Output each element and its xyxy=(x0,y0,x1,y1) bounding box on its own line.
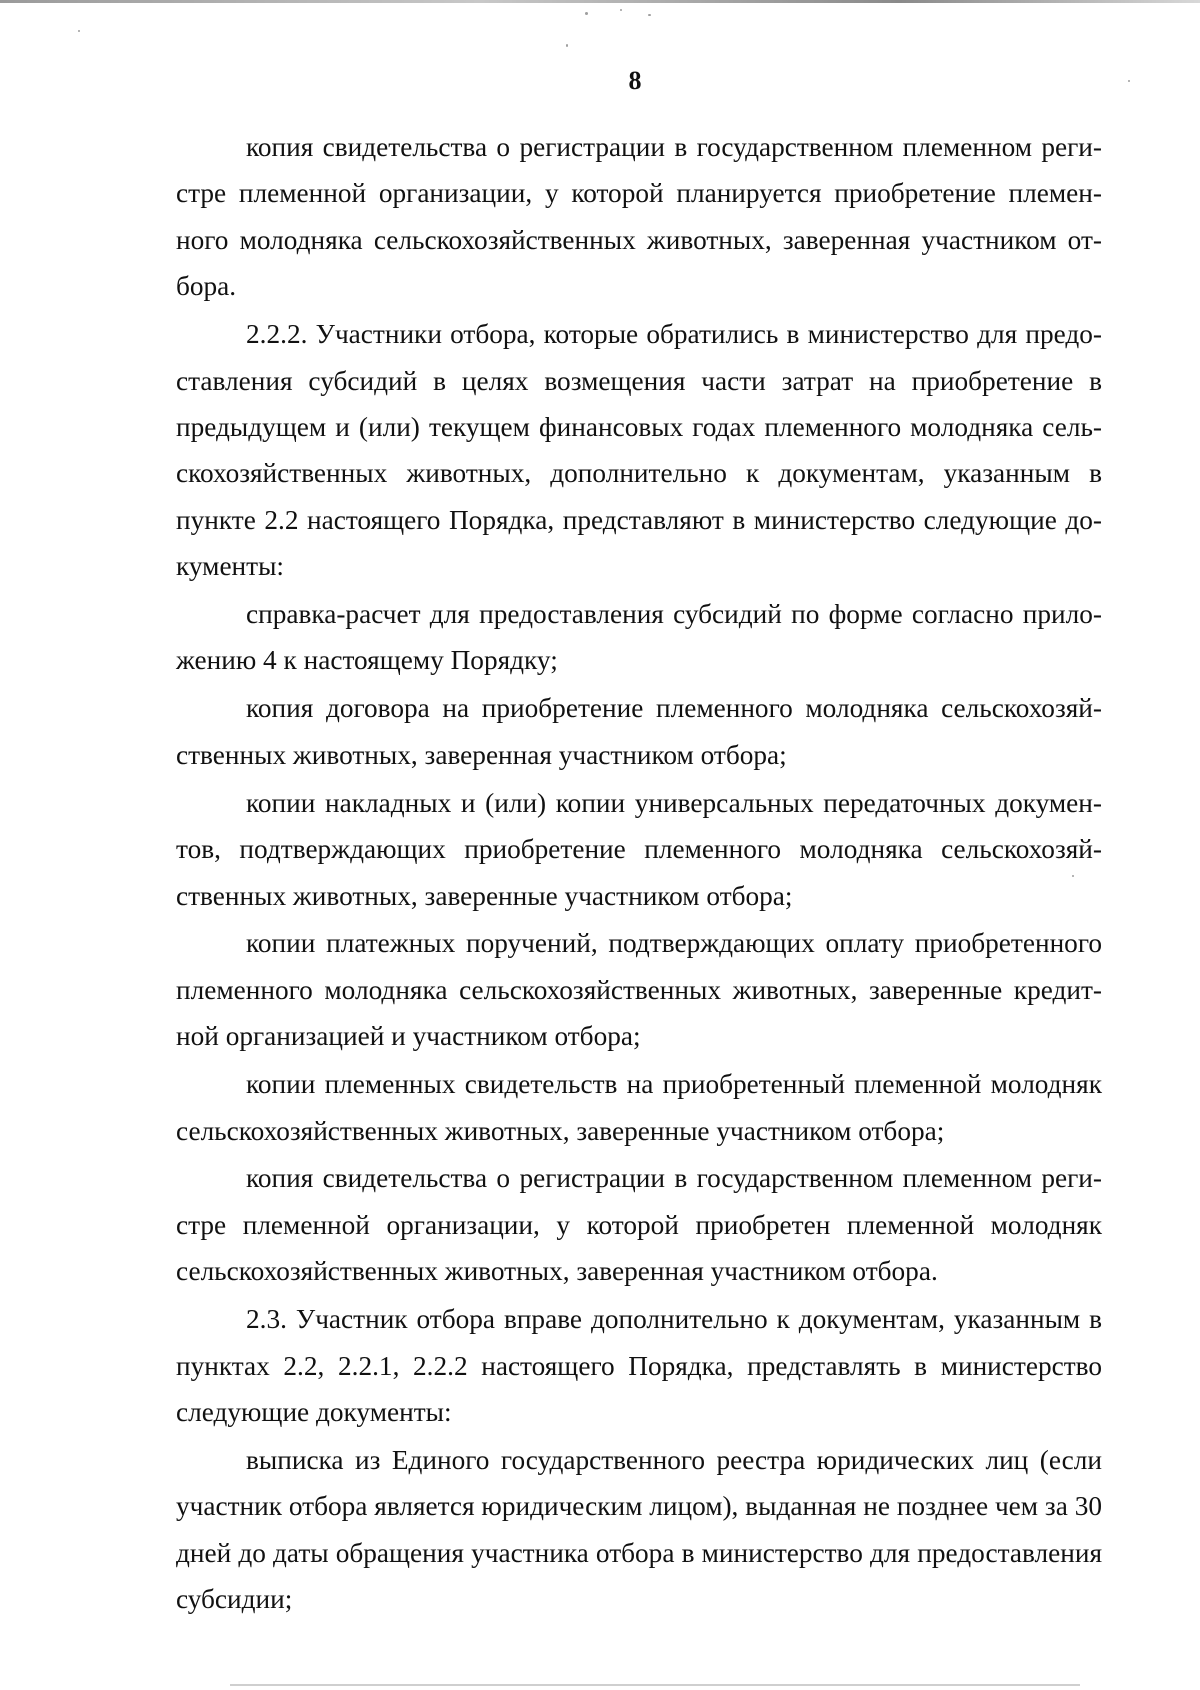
paragraph-payment-orders: копии платежных поручений, подтверждающих оплату приобретенного племенного молодняка сельскохозяйственных животных, заверенные кредитной организацией и участником отбора; xyxy=(176,928,1102,1052)
paragraph-invoices: копии накладных и (или) копии универсальных передаточных документов, подтверждающих приобретение племенного молодняка сельскохозяйственных животных, заверенные участником отбора; xyxy=(176,787,1102,911)
paragraph-breeding-certificates: копии племенных свидетельств на приобретенный племенной молодняк сельскохозяйственных животных, заверенные участником отбора; xyxy=(176,1069,1102,1146)
scan-top-edge xyxy=(0,0,1200,3)
scan-speck xyxy=(78,30,80,32)
scan-speck xyxy=(620,9,622,11)
paragraph-egrul-extract: выписка из Единого государственного реестра юридических лиц (если участник отбора является юридическим лицом), выданная не позднее чем за 30 дней до даты обращения участника отбора в министерство для предоставления субсидии; xyxy=(176,1444,1102,1615)
paragraph-2-2-2: 2.2.2. Участники отбора, которые обратились в министерство для предоставления субсидий в целях возмещения части затрат на приобретение в предыдущем и (или) текущем финансовых годах племенного молодняка сельскохозяйственных животных, дополнительно к документам, указанным в пункте 2.2 настоящего Порядка, представляют в министерство следующие документы: xyxy=(176,319,1102,582)
document-body xyxy=(176,124,1102,1624)
paragraph-subsidy-calculation: справка-расчет для предоставления субсидий по форме согласно приложению 4 к настоящему Порядку; xyxy=(176,599,1102,676)
scan-speck xyxy=(585,12,588,15)
scan-speck xyxy=(648,14,651,16)
page-number: 8 xyxy=(628,66,642,95)
scan-bottom-edge xyxy=(230,1684,1080,1686)
paragraph-breeding-registry-planned: копия свидетельства о регистрации в государственном племенном регистре племенной организации, у которой планируется приобретение племенного молодняка сельскохозяйственных животных, заверенная участником отбора. xyxy=(176,132,1102,302)
paragraph-2-3: 2.3. Участник отбора вправе дополнительно к документам, указанным в пунктах 2.2, 2.2.1, 2.2.2 настоящего Порядка, представлять в министерство следующие документы: xyxy=(176,1304,1102,1427)
scan-speck xyxy=(566,44,568,47)
paragraph-purchase-contract: копия договора на приобретение племенного молодняка сельскохозяйственных животных, заверенная участником отбора; xyxy=(176,693,1102,770)
paragraph-breeding-registry-acquired: копия свидетельства о регистрации в государственном племенном регистре племенной организации, у которой приобретен племенной молодняк сельскохозяйственных животных, заверенная участником отбора. xyxy=(176,1163,1102,1287)
